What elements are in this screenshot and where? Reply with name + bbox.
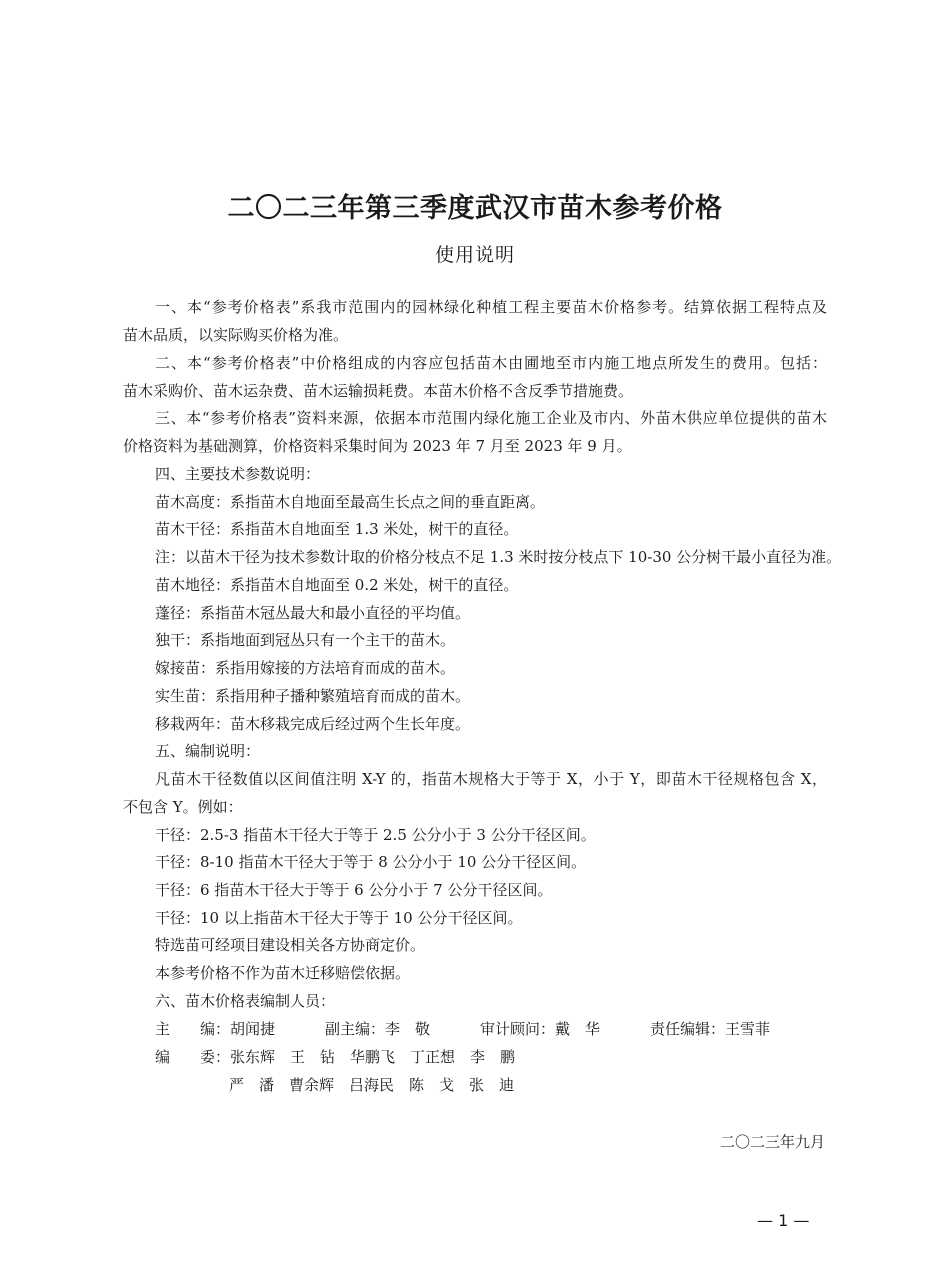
paragraph-line: 独干：系指地面到冠丛只有一个主干的苗木。: [155, 631, 456, 649]
paragraph-line: 凡苗木干径数值以区间值注明 X-Y 的，指苗木规格大于等于 X，小于 Y，即苗木干径规格包含 X，: [155, 770, 827, 788]
paragraph-line: 实生苗：系指用种子播种繁殖培育而成的苗木。: [155, 687, 471, 705]
paragraph-line: 三、本“参考价格表”资料来源，依据本市范围内绿化施工企业及市内、外苗木供应单位提供的苗木: [155, 409, 827, 427]
paragraph-line: 干径：6 指苗木干径大于等于 6 公分小于 7 公分干径区间。: [155, 881, 553, 899]
paragraph-line: 苗木干径：系指苗木自地面至 1.3 米处，树干的直径。: [155, 520, 519, 538]
page-number: — 1 —: [757, 1211, 810, 1230]
deputy-editor: 副主编：李 敬: [325, 1020, 431, 1038]
section-heading: 四、主要技术参数说明：: [155, 465, 321, 483]
paragraph-line: 特选苗可经项目建设相关各方协商定价。: [155, 936, 426, 954]
chief-editor: 主 编：胡闻捷: [155, 1020, 276, 1038]
paragraph-line: 干径：2.5-3 指苗木干径大于等于 2.5 公分小于 3 公分干径区间。: [155, 826, 596, 844]
paragraph-line: 嫁接苗：系指用嫁接的方法培育而成的苗木。: [155, 659, 456, 677]
paragraph-line: 苗木地径：系指苗木自地面至 0.2 米处，树干的直径。: [155, 576, 519, 594]
paragraph-line: 干径：8-10 指苗木干径大于等于 8 公分小于 10 公分干径区间。: [155, 853, 587, 871]
paragraph-line: 二、本“参考价格表”中价格组成的内容应包括苗木由圃地至市内施工地点所发生的费用。包括：: [155, 354, 827, 372]
responsible-editor: 责任编辑：王雪菲: [650, 1020, 771, 1038]
page-title: 二〇二三年第三季度武汉市苗木参考价格: [227, 193, 723, 224]
paragraph-line: 苗木品质，以实际购买价格为准。: [123, 326, 349, 344]
paragraph-line: 不包含 Y。例如：: [123, 798, 243, 816]
paragraph-line: 苗木高度：系指苗木自地面至最高生长点之间的垂直距离。: [155, 493, 546, 511]
page-subtitle: 使用说明: [434, 244, 515, 266]
paragraph-line: 蓬径：系指苗木冠丛最大和最小直径的平均值。: [155, 604, 471, 622]
audit-advisor: 审计顾问：戴 华: [480, 1020, 601, 1038]
document-date: 二〇二三年九月: [719, 1133, 825, 1151]
paragraph-line: 移栽两年：苗木移栽完成后经过两个生长年度。: [155, 715, 471, 733]
paragraph-line: 苗木采购价、苗木运杂费、苗木运输损耗费。本苗木价格不含反季节措施费。: [123, 382, 634, 400]
paragraph-line: 本参考价格不作为苗木迁移赔偿依据。: [155, 964, 411, 982]
committee-members-continued: 严 潘 曹余辉 吕海民 陈 戈 张 迪: [229, 1076, 515, 1094]
committee-members: 编 委：张东辉 王 钻 华鹏飞 丁正想 李 鹏: [155, 1048, 516, 1066]
paragraph-line: 注：以苗木干径为技术参数计取的价格分枝点不足 1.3 米时按分枝点下 10-30 公分树干最小直径为准。: [155, 548, 842, 566]
paragraph-line: 价格资料为基础测算，价格资料采集时间为 2023 年 7 月至 2023 年 9 月。: [123, 437, 632, 455]
section-heading: 六、苗木价格表编制人员：: [155, 992, 336, 1010]
paragraph-line: 一、本“参考价格表”系我市范围内的园林绿化种植工程主要苗木价格参考。结算依据工程特点及: [155, 298, 827, 316]
paragraph-line: 干径：10 以上指苗木干径大于等于 10 公分干径区间。: [155, 909, 523, 927]
section-heading: 五、编制说明：: [155, 742, 261, 760]
